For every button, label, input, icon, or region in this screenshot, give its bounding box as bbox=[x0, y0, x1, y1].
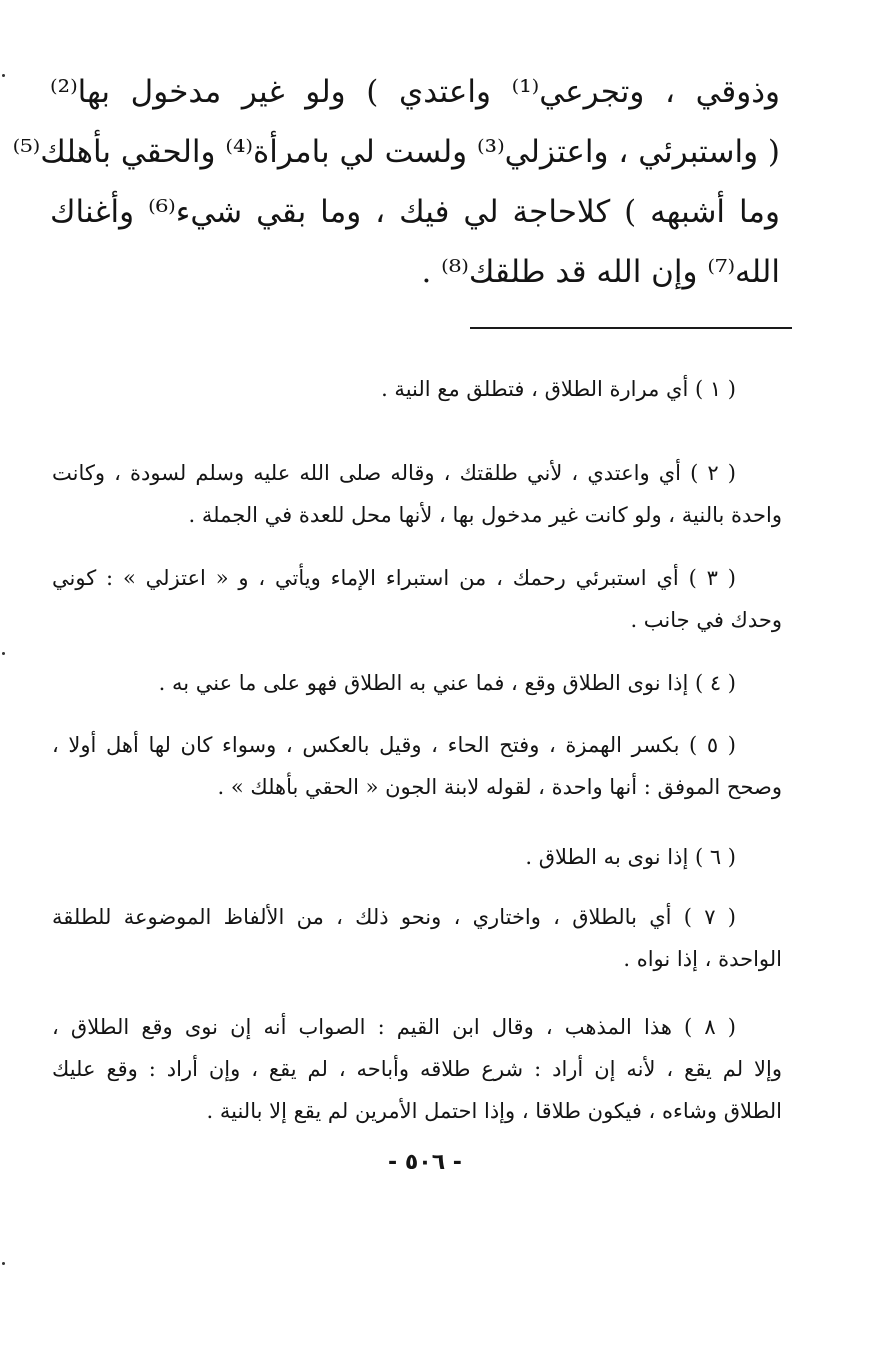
scan-speck bbox=[2, 652, 5, 655]
footnote-1 bbox=[52, 368, 782, 452]
main-text-line: ( واستبرئي ، واعتزلي⁽³⁾ ولست لي بامرأة⁽⁴⁾ والحقي بأهلك⁽⁵⁾ bbox=[12, 134, 780, 170]
main-text-line: وذوقي ، وتجرعي⁽¹⁾ واعتدي ) ولو غير مدخول بها⁽²⁾ bbox=[50, 74, 780, 110]
footnote-line: وصحح الموفق : أنها واحدة ، لقوله لابنة الجون « الحقي بأهلك » . bbox=[217, 775, 782, 799]
footnote-line: ( ٧ ) أي بالطلاق ، واختاري ، ونحو ذلك ، من الألفاظ الموضوعة للطلقة bbox=[52, 905, 736, 929]
footnote-divider bbox=[470, 327, 792, 329]
main-text-line: الله⁽⁷⁾ وإن الله قد طلقك⁽⁸⁾ . bbox=[421, 254, 780, 290]
scan-speck bbox=[2, 74, 5, 77]
main-text-line: وما أشبهه ) كلاحاجة لي فيك ، وما بقي شيء⁽⁶⁾ وأغناك bbox=[50, 194, 780, 230]
footnote-line: الطلاق وشاءه ، فيكون طلاقا ، وإذا احتمل الأمرين لم يقع إلا بالنية . bbox=[206, 1099, 782, 1123]
footnote-line: ( ٣ ) أي استبرئي رحمك ، من استبراء الإماء ويأتي ، و « اعتزلي » : كوني bbox=[52, 566, 736, 590]
footnote-line: ( ١ ) أي مرارة الطلاق ، فتطلق مع النية . bbox=[381, 377, 736, 401]
main-text-block bbox=[12, 62, 780, 302]
footnote-5 bbox=[52, 724, 782, 836]
footnote-line: ( ٥ ) بكسر الهمزة ، وفتح الحاء ، وقيل بالعكس ، وسواء كان لها أهل أولا ، bbox=[52, 733, 736, 757]
footnote-line: وحدك في جانب . bbox=[630, 608, 782, 632]
footnote-6 bbox=[52, 836, 782, 896]
footnote-line: ( ٨ ) هذا المذهب ، وقال ابن القيم : الصواب أنه إن نوى وقع الطلاق ، bbox=[52, 1015, 736, 1039]
footnote-7 bbox=[52, 896, 782, 1006]
footnote-line: واحدة بالنية ، ولو كانت غير مدخول بها ، لأنها محل للعدة في الجملة . bbox=[188, 503, 782, 527]
footnote-line: ( ٤ ) إذا نوى الطلاق وقع ، فما عني به الطلاق فهو على ما عني به . bbox=[158, 671, 736, 695]
footnote-4 bbox=[52, 662, 782, 724]
footnote-line: وإلا لم يقع ، لأنه إن أراد : شرع طلاقه وأباحه ، لم يقع ، وإن أراد : وقع عليك bbox=[52, 1057, 782, 1081]
page-number: - ٥٠٦ - bbox=[388, 1150, 462, 1175]
footnote-8 bbox=[52, 1006, 782, 1132]
footnote-2 bbox=[52, 452, 782, 557]
footnote-line: ( ٢ ) أي واعتدي ، لأني طلقتك ، وقاله صلى الله عليه وسلم لسودة ، وكانت bbox=[52, 461, 736, 485]
footnote-line: الواحدة ، إذا نواه . bbox=[623, 947, 782, 971]
scan-speck bbox=[2, 1262, 5, 1265]
footnotes-block bbox=[52, 368, 782, 1132]
footnote-3 bbox=[52, 557, 782, 662]
footnote-line: ( ٦ ) إذا نوى به الطلاق . bbox=[525, 845, 736, 869]
